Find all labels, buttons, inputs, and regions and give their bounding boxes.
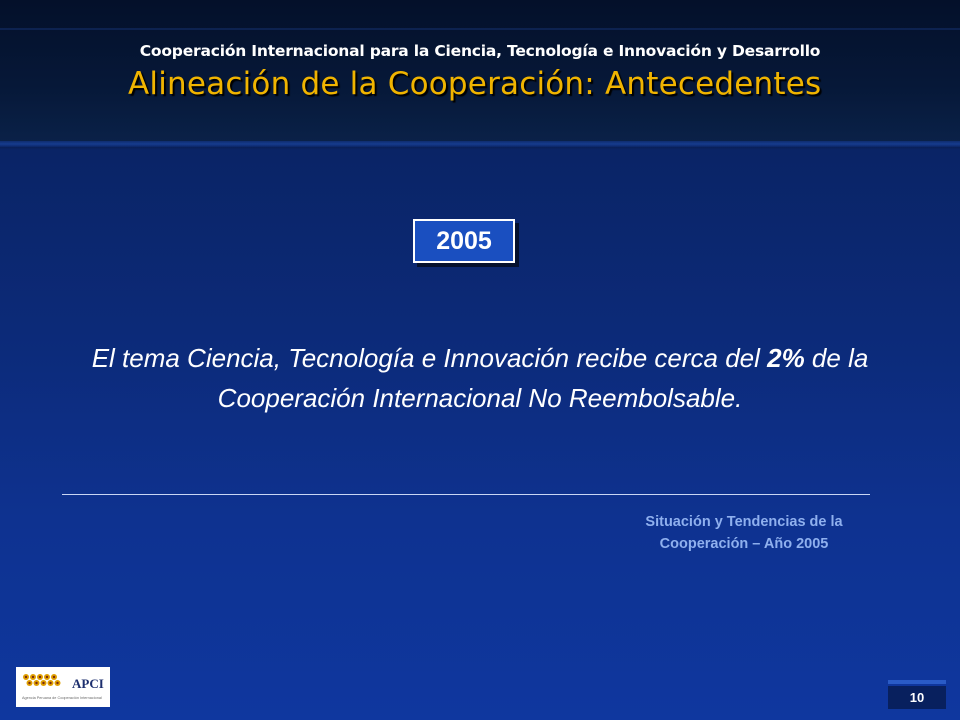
slide-subtitle: Cooperación Internacional para la Ciencia, Tecnología e Innovación y Desarrollo [139,42,821,60]
page-number: 10 [888,686,946,709]
horizontal-divider [62,494,870,495]
main-statement [60,338,900,418]
main-statement-highlight: 2% [767,343,805,373]
apci-logo-label: APCI [72,676,104,691]
header-top-line [0,28,960,30]
year-badge-label: 2005 [436,226,492,255]
source-line-1: Situación y Tendencias de la [645,514,843,530]
source-line-2: Cooperación – Año 2005 [659,536,829,552]
source-citation [600,511,888,555]
page-number-accent [888,680,946,684]
main-statement-part-2: de la Cooperación Internacional No Reembolsable. [217,343,869,413]
slide-title: Alineación de la Cooperación: Antecedentes [128,66,822,102]
apci-logo [16,667,110,707]
apci-emblem-icon [20,670,70,694]
year-badge [413,219,515,263]
main-statement-part-1: El tema Ciencia, Tecnología e Innovación recibe cerca del [91,343,768,373]
header-divider [0,141,960,147]
apci-logo-subtext: Agencia Peruana de Cooperación Internacional [22,696,102,700]
